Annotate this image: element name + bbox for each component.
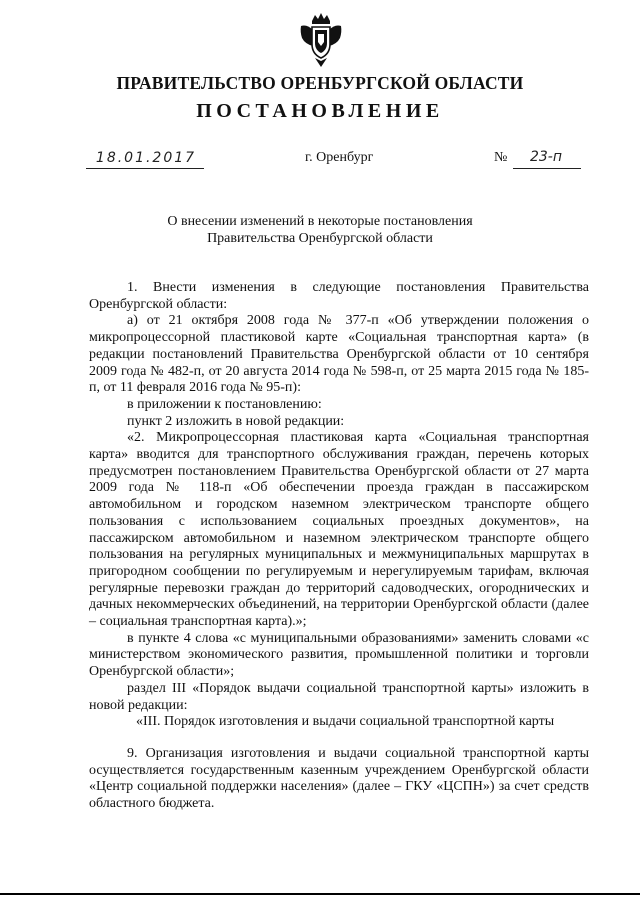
number-underline — [513, 168, 581, 169]
section-title: «III. Порядок изготовления и выдачи социальной транспортной карты — [136, 714, 555, 730]
document-city: г. Оренбург — [305, 150, 374, 165]
document-subject — [0, 213, 640, 247]
paragraph: «2. Микропроцессорная пластиковая карта «Социальная транспортная карта» вводится для транспортного обслуживания граждан, перечень которых предусмотрен постановлением Правительства Оренбургской области от 27 марта 2009 года № 118-п «Об обеспечении проезда граждан в пассажирском автомобильном и городском наземном электрическом транспорте общего пользования с использованием социальных проездных документов», на пассажирском автомобильном и наземном электрическом транспорте общего пользования на регулярных муниципальных и межмуниципальных маршрутах в пригородном сообщении по регулируемым и нерегулируемым тарифам, включая регулярные перевозки граждан до территорий садоводческих, огороднических и дачных некоммерческих объединений, на территории Оренбургской области (далее – социальная транспортная карта).»; — [89, 430, 589, 630]
document-date: 18.01.2017 — [95, 150, 197, 166]
organization-name: ПРАВИТЕЛЬСТВО ОРЕНБУРГСКОЙ ОБЛАСТИ — [116, 73, 524, 93]
date-underline — [86, 168, 204, 169]
subject-line: Правительства Оренбургской области — [207, 231, 433, 246]
paragraph: 9. Организация изготовления и выдачи социальной транспортной карты осуществляется государственным казенным учреждением Оренбургской области «Центр социальной поддержки населения» (далее – ГКУ «ЦСПН») за счет средств областного бюджета. — [89, 745, 589, 812]
paragraph: в приложении к постановлению: — [127, 396, 322, 412]
bottom-rule — [0, 893, 640, 895]
paragraph: в пункте 4 слова «с муниципальными образованиями» заменить словами «с министерством экономического развития, промышленной политики и торговли Оренбургской области»; — [89, 630, 589, 680]
document-number: 23-п — [529, 149, 563, 165]
paragraph: а) от 21 октября 2008 года № 377-п «Об утверждении положения о микропроцессорной пластиковой карте «Социальная транспортная карта» (в редакции постановлений Правительства Оренбургской области от 10 сентября 2009 года № 482-п, от 20 августа 2014 года № 598-п, от 25 марта 2015 года № 185-п, от 11 февраля 2016 года № 95-п): — [89, 313, 589, 396]
paragraph: 1. Внести изменения в следующие постановления Правительства Оренбургской области: — [89, 280, 589, 312]
subject-line: О внесении изменений в некоторые постановления — [167, 214, 473, 229]
paragraph: раздел III «Порядок выдачи социальной транспортной карты» изложить в новой редакции: — [89, 680, 589, 713]
number-label: № — [494, 150, 508, 165]
document-type: ПОСТАНОВЛЕНИЕ — [196, 100, 444, 122]
paragraph: пункт 2 изложить в новой редакции: — [127, 413, 345, 429]
orenburg-coat-of-arms-icon — [299, 12, 343, 68]
document-body — [89, 280, 589, 813]
